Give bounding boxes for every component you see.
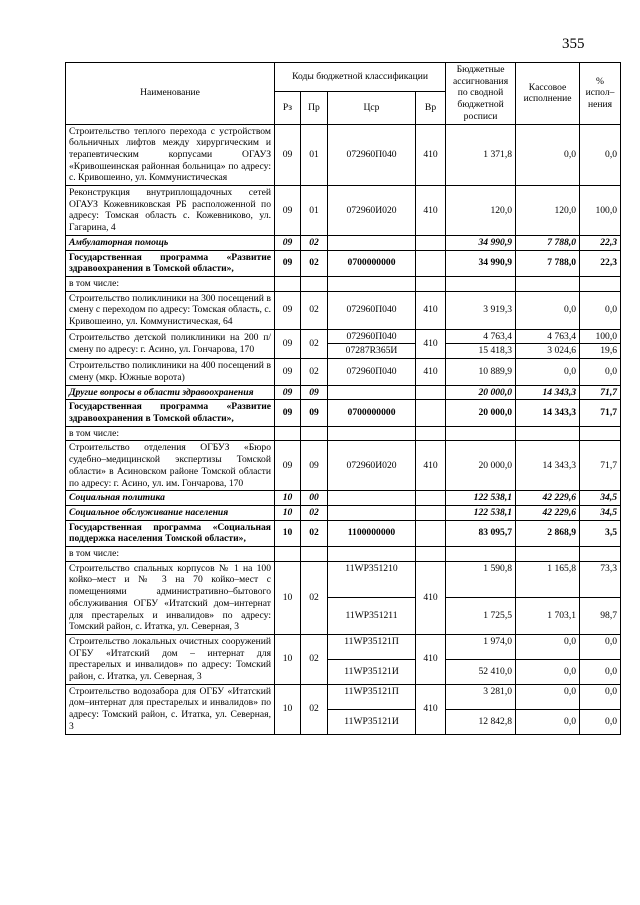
header-vr: Вр	[416, 91, 446, 124]
row-vr: 410	[416, 124, 446, 186]
row-budget: 34 990,9	[446, 235, 516, 250]
row-rz: 09	[275, 124, 301, 186]
row-cash: 1 165,8	[516, 561, 580, 598]
row-rz: 09	[275, 291, 301, 329]
row-csr: 0700000000	[328, 400, 416, 426]
row-csr: 11WP351211	[328, 598, 416, 635]
row-cash: 42 229,6	[516, 505, 580, 520]
row-rz: 09	[275, 250, 301, 276]
row-rz: 10	[275, 520, 301, 546]
row-pr: 02	[301, 634, 328, 684]
row-csr: 11WP351210	[328, 561, 416, 598]
table-row	[66, 441, 621, 491]
row-csr: 072960И020	[328, 441, 416, 491]
header-cash: Кассовое исполнение	[516, 63, 580, 125]
row-csr: 072960П040	[328, 291, 416, 329]
empty-cell	[446, 426, 516, 441]
row-vr: 410	[416, 441, 446, 491]
row-budget: 34 990,9	[446, 250, 516, 276]
row-rz: 09	[275, 385, 301, 400]
row-rz: 09	[275, 359, 301, 385]
row-pr: 01	[301, 186, 328, 236]
row-cash: 7 788,0	[516, 250, 580, 276]
row-cash: 0,0	[516, 684, 580, 709]
row-pct: 0,0	[580, 634, 621, 659]
row-csr: 0700000000	[328, 250, 416, 276]
row-pct: 71,7	[580, 441, 621, 491]
row-pct: 34,5	[580, 505, 621, 520]
row-rz: 10	[275, 561, 301, 634]
table-body	[66, 124, 621, 734]
row-name: в том числе:	[66, 547, 275, 562]
row-pct: 0,0	[580, 359, 621, 385]
table-row	[66, 520, 621, 546]
header-codes: Коды бюджетной классификации	[275, 63, 446, 92]
row-pct: 19,6	[580, 344, 621, 359]
row-name: Строительство детской поликлиники на 200 п/смену по адресу: г. Асино, ул. Гончарова, 170	[66, 329, 275, 358]
row-vr	[416, 520, 446, 546]
empty-cell	[328, 426, 416, 441]
row-cash: 7 788,0	[516, 235, 580, 250]
row-pr: 02	[301, 561, 328, 634]
row-vr: 410	[416, 561, 446, 634]
empty-cell	[416, 276, 446, 291]
header-name: Наименование	[66, 63, 275, 125]
table-row	[66, 329, 621, 344]
row-pct: 0,0	[580, 124, 621, 186]
row-csr: 11WP35121И	[328, 709, 416, 734]
row-pr: 02	[301, 291, 328, 329]
row-budget: 20 000,0	[446, 385, 516, 400]
row-name: Другие вопросы в области здравоохранения	[66, 385, 275, 400]
header-pct: % испол– нения	[580, 63, 621, 125]
table-row	[66, 547, 621, 562]
row-cash: 0,0	[516, 709, 580, 734]
row-cash: 4 763,4	[516, 329, 580, 344]
row-pr: 02	[301, 235, 328, 250]
row-budget: 1 590,8	[446, 561, 516, 598]
header-budget: Бюджетные ассигнования по сводной бюджетной росписи	[446, 63, 516, 125]
row-name: Строительство поликлиники на 400 посещений в смену (мкр. Южные ворота)	[66, 359, 275, 385]
row-pct: 71,7	[580, 385, 621, 400]
row-rz: 10	[275, 634, 301, 684]
row-pr: 09	[301, 385, 328, 400]
row-rz: 09	[275, 235, 301, 250]
row-pct: 22,3	[580, 235, 621, 250]
row-cash: 0,0	[516, 659, 580, 684]
row-vr: 410	[416, 329, 446, 358]
row-pct: 100,0	[580, 186, 621, 236]
table-row	[66, 684, 621, 709]
row-pct: 71,7	[580, 400, 621, 426]
table-row	[66, 186, 621, 236]
empty-cell	[580, 276, 621, 291]
row-vr	[416, 385, 446, 400]
row-cash: 14 343,3	[516, 385, 580, 400]
table-row	[66, 634, 621, 659]
row-budget: 3 281,0	[446, 684, 516, 709]
row-csr: 1100000000	[328, 520, 416, 546]
row-pr: 02	[301, 359, 328, 385]
row-cash: 2 868,9	[516, 520, 580, 546]
row-cash: 0,0	[516, 124, 580, 186]
row-rz: 09	[275, 186, 301, 236]
row-budget: 20 000,0	[446, 441, 516, 491]
empty-cell	[580, 547, 621, 562]
row-cash: 14 343,3	[516, 441, 580, 491]
budget-table	[65, 62, 621, 735]
row-name: в том числе:	[66, 426, 275, 441]
row-name: Строительство поликлиники на 300 посещений в смену с переходом по адресу: Томская область, с. Кривошеино, ул. Коммунистическая, 64	[66, 291, 275, 329]
row-pct: 3,5	[580, 520, 621, 546]
row-vr	[416, 250, 446, 276]
row-pct: 0,0	[580, 709, 621, 734]
table-row	[66, 250, 621, 276]
row-pct: 0,0	[580, 291, 621, 329]
table-row	[66, 491, 621, 506]
empty-cell	[446, 276, 516, 291]
row-name: Строительство водозабора для ОГБУ «Итатский дом–интернат для престарелых и инвалидов» по адресу: Томский район, с. Итатка, ул. Северная, 3	[66, 684, 275, 734]
row-pr: 09	[301, 400, 328, 426]
empty-cell	[416, 426, 446, 441]
row-csr: 11WP35121И	[328, 659, 416, 684]
empty-cell	[301, 276, 328, 291]
row-csr	[328, 385, 416, 400]
table-header	[66, 63, 621, 125]
table-row	[66, 291, 621, 329]
row-pct: 22,3	[580, 250, 621, 276]
row-budget: 12 842,8	[446, 709, 516, 734]
row-name: Строительство теплого перехода с устройством больничных лифтов между хирургическим и терапевтическим корпусами ОГАУЗ «Кривошеинская районная больница» по адресу: с. Кривошеино, ул. Коммунистическая	[66, 124, 275, 186]
page-number: 355	[562, 36, 585, 52]
row-vr	[416, 491, 446, 506]
row-budget: 1 725,5	[446, 598, 516, 635]
table-row	[66, 426, 621, 441]
row-pct: 73,3	[580, 561, 621, 598]
empty-cell	[416, 547, 446, 562]
empty-cell	[275, 276, 301, 291]
row-vr: 410	[416, 634, 446, 684]
header-rz: Рз	[275, 91, 301, 124]
row-name: Государственная программа «Развитие здравоохранения в Томской области»,	[66, 250, 275, 276]
row-cash: 3 024,6	[516, 344, 580, 359]
row-budget: 52 410,0	[446, 659, 516, 684]
row-rz: 09	[275, 329, 301, 358]
row-rz: 10	[275, 684, 301, 734]
table-row	[66, 276, 621, 291]
row-pr: 02	[301, 684, 328, 734]
empty-cell	[301, 426, 328, 441]
row-cash: 14 343,3	[516, 400, 580, 426]
empty-cell	[328, 276, 416, 291]
row-rz: 09	[275, 400, 301, 426]
row-budget: 122 538,1	[446, 505, 516, 520]
row-budget: 1 371,8	[446, 124, 516, 186]
table-row	[66, 385, 621, 400]
empty-cell	[301, 547, 328, 562]
table-row	[66, 400, 621, 426]
row-name: Строительство спальных корпусов № 1 на 100 койко–мест и № 3 на 70 койко–мест с помещениями административно–бытового обслуживания ОГБУ «Итатский дом–интернат для престарелых и инвалидов» по адресу: Томский район, с. Итатка, ул. Северная, 3	[66, 561, 275, 634]
row-csr: 11WP35121П	[328, 684, 416, 709]
row-name: в том числе:	[66, 276, 275, 291]
row-name: Государственная программа «Социальная поддержка населения Томской области»,	[66, 520, 275, 546]
row-budget: 10 889,9	[446, 359, 516, 385]
row-pr: 02	[301, 520, 328, 546]
row-vr: 410	[416, 291, 446, 329]
row-rz: 10	[275, 491, 301, 506]
row-vr: 410	[416, 359, 446, 385]
empty-cell	[446, 547, 516, 562]
row-pct: 98,7	[580, 598, 621, 635]
row-budget: 15 418,3	[446, 344, 516, 359]
empty-cell	[580, 426, 621, 441]
empty-cell	[516, 547, 580, 562]
row-budget: 122 538,1	[446, 491, 516, 506]
empty-cell	[328, 547, 416, 562]
empty-cell	[516, 426, 580, 441]
row-name: Государственная программа «Развитие здравоохранения в Томской области»,	[66, 400, 275, 426]
row-csr: 11WP35121П	[328, 634, 416, 659]
row-budget: 1 974,0	[446, 634, 516, 659]
row-cash: 1 703,1	[516, 598, 580, 635]
row-pr: 02	[301, 250, 328, 276]
table-row	[66, 359, 621, 385]
empty-cell	[275, 426, 301, 441]
row-budget: 120,0	[446, 186, 516, 236]
row-name: Строительство отделения ОГБУЗ «Бюро судебно–медицинской экспертизы Томской области» в Асиновском районе Томской области по адресу: г. Асино, ул. им. Гончарова, 170	[66, 441, 275, 491]
row-budget: 20 000,0	[446, 400, 516, 426]
header-csr: Цср	[328, 91, 416, 124]
row-pr: 00	[301, 491, 328, 506]
row-cash: 0,0	[516, 359, 580, 385]
row-name: Реконструкция внутриплощадочных сетей ОГАУЗ Кожевниковская РБ расположенной по адресу: Томская область с. Кожевниково, ул. Гагарина, 4	[66, 186, 275, 236]
row-csr: 072960П040	[328, 359, 416, 385]
header-pr: Пр	[301, 91, 328, 124]
row-csr: 072960П040	[328, 124, 416, 186]
row-vr: 410	[416, 186, 446, 236]
row-name: Социальная политика	[66, 491, 275, 506]
row-name: Социальное обслуживание населения	[66, 505, 275, 520]
row-csr: 072960П040	[328, 329, 416, 344]
row-csr: 07287R365И	[328, 344, 416, 359]
row-budget: 4 763,4	[446, 329, 516, 344]
empty-cell	[275, 547, 301, 562]
table-row	[66, 505, 621, 520]
row-csr	[328, 491, 416, 506]
row-cash: 42 229,6	[516, 491, 580, 506]
table-row	[66, 235, 621, 250]
row-vr	[416, 400, 446, 426]
row-vr: 410	[416, 684, 446, 734]
row-pr: 02	[301, 505, 328, 520]
row-pct: 100,0	[580, 329, 621, 344]
row-rz: 09	[275, 441, 301, 491]
row-pct: 0,0	[580, 684, 621, 709]
row-csr	[328, 235, 416, 250]
row-vr	[416, 505, 446, 520]
row-name: Амбулаторная помощь	[66, 235, 275, 250]
row-csr: 072960И020	[328, 186, 416, 236]
table-row	[66, 124, 621, 186]
row-cash: 120,0	[516, 186, 580, 236]
row-name: Строительство локальных очистных сооружений ОГБУ «Итатский дом – интернат для престарелых и инвалидов» по адресу: Томский район, с. Итатка, ул. Северная, 3	[66, 634, 275, 684]
row-rz: 10	[275, 505, 301, 520]
row-pct: 34,5	[580, 491, 621, 506]
table-row	[66, 561, 621, 598]
row-budget: 83 095,7	[446, 520, 516, 546]
row-vr	[416, 235, 446, 250]
row-pr: 02	[301, 329, 328, 358]
row-pr: 01	[301, 124, 328, 186]
row-pct: 0,0	[580, 659, 621, 684]
row-csr	[328, 505, 416, 520]
row-budget: 3 919,3	[446, 291, 516, 329]
row-cash: 0,0	[516, 634, 580, 659]
empty-cell	[516, 276, 580, 291]
row-pr: 09	[301, 441, 328, 491]
row-cash: 0,0	[516, 291, 580, 329]
